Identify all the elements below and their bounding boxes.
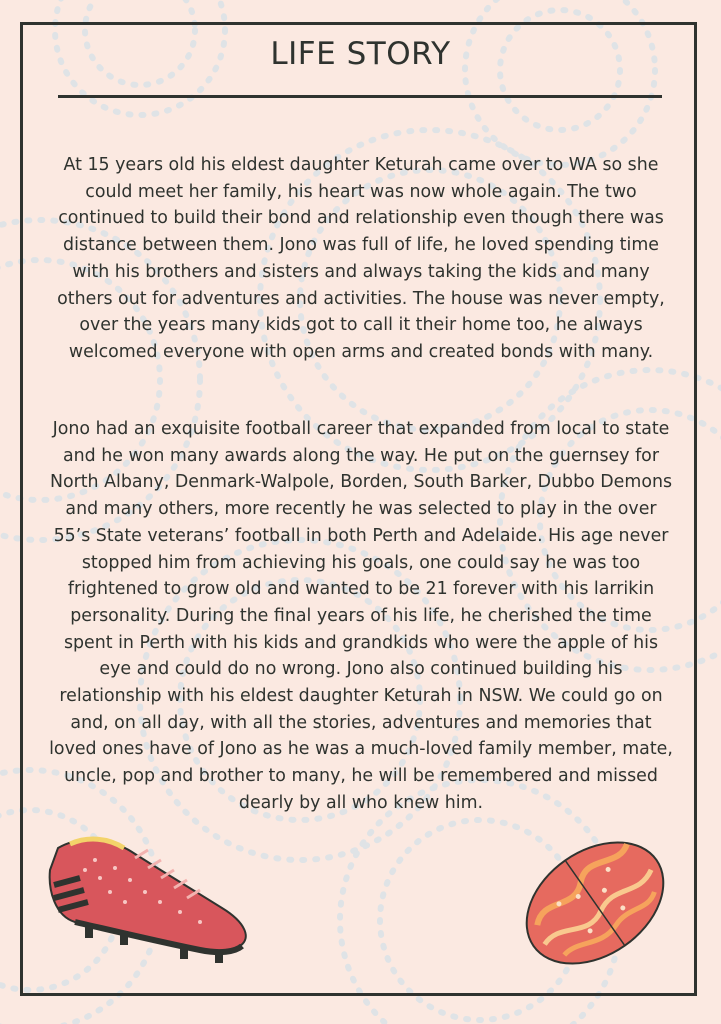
page-title: LIFE STORY — [270, 36, 451, 72]
life-story-paragraph-2: Jono had an exquisite football career that expanded from local to state and he won many awards along the way. He put on the guernsey for North Albany, Denmark-Walpole, Borden, South Barker, Dubbo Demons and many others, more recently he was selected to play in the over 55’s State veterans’ football in both Perth and Adelaide. His age never stopped him from achieving his goals, one could say he was too frightened to grow old and wanted to be 21 forever with his larrikin personality. During the final years of his life, he cherished the time spent in Perth with his kids and grandkids who were the apple of his eye and could do no wrong. Jono also continued building his relationship with his eldest daughter Keturah in NSW. We could go on and, on all day, with all the stories, adventures and memories that loved ones have of Jono as he was a much-loved family member, mate, uncle, pop and brother to many, he will be remembered and missed dearly by all who knew him. — [49, 419, 673, 813]
football-boot-icon — [40, 830, 260, 970]
life-story-paragraph-1: At 15 years old his eldest daughter Keturah came over to WA so she could meet her family, his heart was now whole again. The two continued to build their bond and relationship even though there was distance between them. Jono was full of life, he loved spending time with his brothers and sisters and always taking the kids and many others out for adventures and activities. The house was never empty, over the years many kids got to call it their home too, he always welcomed everyone with open arms and created bonds with many. — [57, 155, 665, 362]
football-icon — [515, 828, 675, 978]
title-divider — [58, 95, 662, 98]
